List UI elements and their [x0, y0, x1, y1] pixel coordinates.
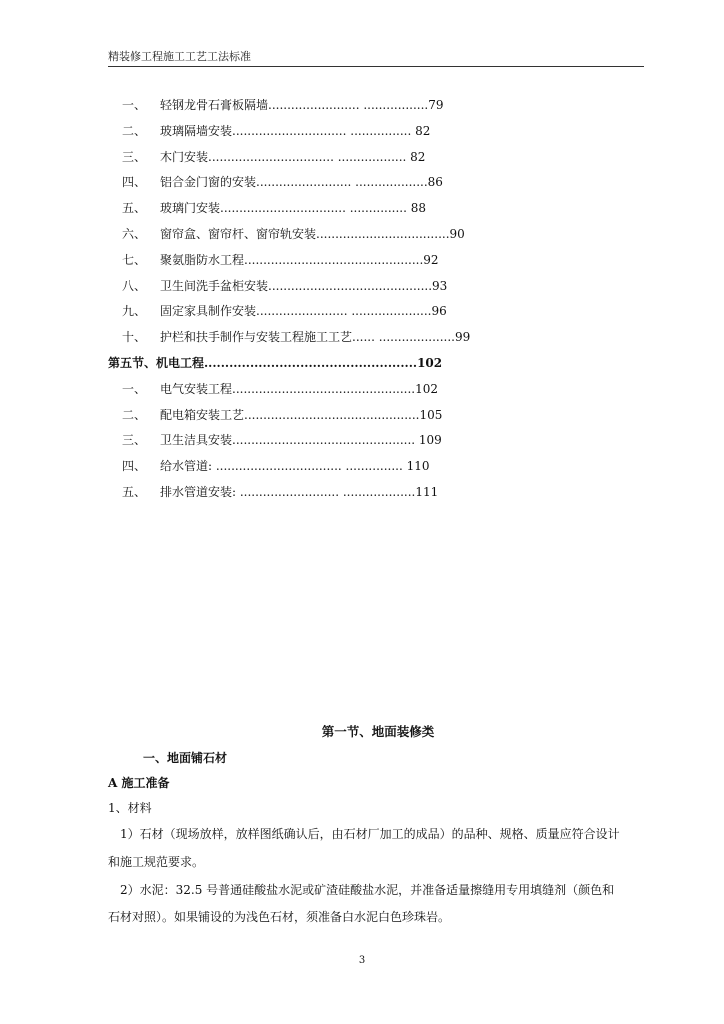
toc-entry-text: 轻钢龙骨石膏板隔墙........................ .................79 [160, 98, 444, 112]
toc-entry-text: 固定家具制作安装........................ .....................96 [160, 304, 447, 319]
part-title: A 施工准备 [108, 776, 170, 790]
toc-entry-number: 十、 [122, 330, 147, 345]
toc-entry [108, 479, 648, 505]
item-title: 1、材料 [108, 801, 152, 815]
toc-entry-number: 七、 [122, 252, 147, 267]
toc-entry [108, 221, 648, 247]
toc-entry-text: 聚氨脂防水工程...............................................92 [160, 252, 439, 267]
toc-entry-number: 三、 [122, 433, 147, 448]
toc-entry [108, 453, 648, 479]
toc-entry-text: 木门安装................................. .................. 82 [160, 149, 426, 164]
toc-entry [108, 118, 648, 144]
subsection-title: 一、地面铺石材 [143, 751, 228, 765]
toc-entry-text: 卫生洁具安装................................................ 109 [160, 433, 442, 448]
toc-entry-text: 第五节、机电工程...................................................102 [108, 355, 443, 370]
toc-entry [108, 247, 648, 273]
toc-entry-number: 五、 [122, 484, 147, 499]
toc-entry [108, 144, 648, 170]
toc-entry-number: 八、 [122, 278, 147, 293]
paragraph-2-line-1: 2）水泥：32.5 号普通硅酸盐水泥或矿渣硅酸盐水泥，并准备适量擦缝用专用填缝剂（颜色和 [120, 883, 615, 897]
toc-section-entry [108, 350, 648, 376]
toc-entry-text: 卫生间洗手盆柜安装...........................................93 [160, 278, 448, 293]
toc-entry [108, 298, 648, 324]
toc-entry-text: 给水管道: ................................. ............... 110 [160, 459, 430, 474]
toc-entry-text: 玻璃隔墙安装.............................. ................ 82 [160, 123, 431, 138]
paragraph-1-line-1: 1）石材（现场放样，放样图纸确认后，由石材厂加工的成品）的品种、规格、质量应符合设计 [120, 827, 620, 841]
toc-entry-number: 四、 [122, 459, 147, 474]
toc-entry [108, 324, 648, 350]
section-title: 第一节、地面装修类 [321, 724, 435, 739]
toc-entry-text: 窗帘盒、窗帘杆、窗帘轨安装...................................90 [160, 226, 465, 241]
toc-entry-number: 六、 [122, 226, 147, 241]
toc-entry [108, 427, 648, 453]
toc-entry-text: 护栏和扶手制作与安装工程施工工艺...... ....................99 [160, 330, 471, 345]
toc-entry [108, 273, 648, 299]
toc-entry-number: 二、 [122, 123, 147, 138]
toc-entry [108, 169, 648, 195]
header-title: 精装修工程施工工艺工法标准 [108, 50, 251, 63]
toc-entry-number: 一、 [122, 98, 147, 112]
toc-entry [108, 376, 648, 402]
toc-entry-number: 三、 [122, 149, 147, 164]
toc-entry-number: 五、 [122, 201, 147, 216]
toc-entry-number: 四、 [122, 175, 147, 190]
toc-entry [108, 92, 648, 118]
toc-entry-text: 排水管道安装: .......................... ...................111 [160, 484, 439, 499]
toc-entry-text: 铝合金门窗的安装......................... ...................86 [160, 175, 443, 190]
toc-entry-number: 一、 [122, 381, 147, 396]
paragraph-1-line-2: 和施工规范要求。 [108, 855, 205, 869]
table-of-contents [108, 92, 648, 505]
toc-entry [108, 195, 648, 221]
toc-entry-number: 二、 [122, 407, 147, 422]
toc-entry-number: 九、 [122, 304, 147, 319]
toc-entry-text: 玻璃门安装................................. ............... 88 [160, 201, 426, 216]
page-header [108, 50, 644, 67]
toc-entry [108, 402, 648, 428]
paragraph-2-line-2: 石材对照）。如果铺设的为浅色石材，须准备白水泥白色珍珠岩。 [108, 910, 451, 924]
page-number: 3 [358, 955, 366, 966]
toc-entry-text: 电气安装工程................................................102 [160, 381, 438, 396]
toc-entry-text: 配电箱安装工艺..............................................105 [160, 407, 443, 422]
